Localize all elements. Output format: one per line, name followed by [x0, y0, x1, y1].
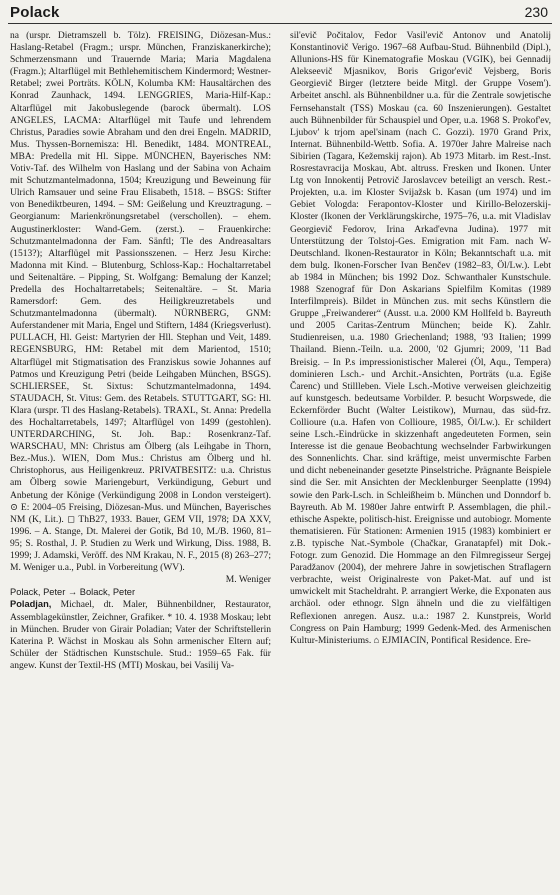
author-signature: M. Weniger [225, 574, 271, 586]
header-rule [8, 23, 552, 24]
left-column [10, 30, 271, 672]
page-header [0, 0, 560, 24]
cross-reference: Polack, Peter → Bolack, Peter [10, 587, 136, 598]
entry-body: Michael, dt. Maler, Bühnenbildner, Restaurator, Assemblagekünstler, Zeichner, Grafiker. * 10. 4. 1938 Moskau; lebt in München. Bruder von Girair Poladian; Vater der Schriftstellerin Katerina P. Wächst in Moskau als Sohn armenischer Eltern auf; Schüler der Städtischen Kunstschule. Stud.: 1959–65 Fak. für angew. Kunst der Textil-HS (MTI) Moskau, bei Vasilij Va- [10, 599, 271, 671]
entry-headword: Poladjan, [10, 599, 52, 610]
page-number: 230 [524, 4, 548, 20]
right-column [290, 30, 551, 647]
entry-poladjan [10, 598, 271, 672]
entry-continuation-text: na (urspr. Dietramszell b. Tölz). FREISING, Diözesan-Mus.: Haslang-Retabel (Fragm.; urspr. München, Franziskanerkirche); Schmerzensmann und Trauernde Maria; Maria Magdalena (Fragm.); Altarflügel mit Bethlehemitischem Kindermord; Westner-Retabel; zwei Porträts. KÖLN, Kolumba KM: Hausaltärchen des Konrad Zaunhack, 1494. LENGGRIES, Maria-Hilf-Kap.: Altarflügel mit Jakobuslegende (barock übermalt). LOS ANGELES, LACMA: Altarflügel mit Taufe und lehrendem Christus, Paradies sowie Abraham und den drei Engeln. MADRID, Mus. Thyssen-Bornemisza: Hl. Benedikt, 1484. MONTREAL, MBA: Predella mit Hl. Sippe. MÜNCHEN, Bayerisches NM: Votiv-Taf. des Wilhelm von Haslang und der Sabina von Achaim mit Schutzmantelmadonna, 1504; Kreuzigung und Beweinung für Ulrich Ramsauer und seine Frau Elisabeth, 1518. – BSGS: Stifter von Benediktbeuren, 1494. – SM: Geißelung und Kreuztragung. – Georgianum: Marienkrönungsretabel (verschollen). – ehem. Augustinerkloster: Wand-Gem. (zerst.). – Frauenkirche: Schutzmantelmadonna der Fam. Sänftl; Tle des Andreasaltars (1513?); Altarflügel mit Passionsszenen. – Herz Jesu Kirche: Madonna mit Kind. – Blutenburg, Schloss-Kap.: Hochaltarretabel und Seitenaltäre. – Pipping, St. Wolfgang: Bemalung der Kanzel; Predella des Hochaltarretabels; Seitenaltäre. – St. Maria Ramersdorf: Gem. des Heiligkreuzretabels und Schutzmantelmadonna (übermalt). NÜRNBERG, GNM: Auferstandener mit Maria, Engel und Stiftern, 1484 (Kriegsverlust). PULLACH, Hl. Geist: Martyrien der Hll. Stephan und Veit, 1489. REGENSBURG, HM: Retabel mit dem Marientod, 1510; Altarflügel mit Stigmatisation des Franziskus sowie Johannes auf Patmos und Kreuzigung Petri (beide Leihgaben München, BSGS). SCHLIERSEE, St. Sixtus: Schutzmantelmadonna, 1494. STAUDACH, St. Vitus: Gem. des Retabels. STUTTGART, SG: Hl. Klara (urspr. Tl des Haslang-Retabels). TRAXL, St. Anna: Predella des Hochaltarretabels, 1497; Altarflügel von 1499 (gestohlen). UNTERDARCHING, St. Joh. Bap.: Rosenkranz-Taf. WARSCHAU, MN: Christus am Ölberg (als Leihgabe in Thorn, Bez.-Mus.). WIEN, Dom Mus.: Christus am Ölberg und hl. Christophorus, aus Heiligenkreuz. PRIVATBESITZ: u.a. Christus am Ölberg sowie Mariengeburt, Verkündigung, Geburt und Anbetung der Könige (Verkündigung 2008 in London versteigert). ⊙ E: 2004–05 Freising, Diözesan-Mus. und München, Bayerisches NM (K, Lit.). ◻ ThB27, 1933. Bauer, GEM VII, 1978; DA XXV, 1996. – A. Stange, Dt. Malerei der Gotik, Bd 10, M./B. 1960, 81–95; S. Rosthal, J. P. Studien zu Werk und Wirkung, Diss. 1988, B. 1999; J. Adamski, Veröff. des NM Krakau, N. F., 2015 (8) 263–277; M. Weniger u.a., Publ. in Vorbereitung (WV). [10, 30, 271, 574]
running-head: Polack [10, 4, 60, 21]
entry-poladjan-continued: sil'evič Počitalov, Fedor Vasil'evič Antonov und Anatolij Konstantinovič Verigo. 1967–68 Aufbau-Stud. Bühnenbild (Dipl.), Allunions-HS für Kinematografie Moskau (VGIK), bei Gennadij Alekseevič Mjasnikov, Boris Grigor'evič Vejsberg, Boris Georgievič Birger (letztere beide Mitgl. der Gruppe Vosem'). Arbeitet anschl. als Bühnenbildner u.a. für die Zentrale sowjetische Fernsehanstalt (TSS) Moskau (ca. 60 Inszenierungen). Gestaltet auch Bühnenbilder für Schauspiel und Oper, u.a. 1968 S. Prokof'ev, Ljubov' k trjom apel'sinam (nach C. Gozzi). 1970 Grand Prix, Internat. Bühnenbild-Wettb. Sofia. A. 1970er Jahre Malreise nach Sibirien (Tagara, Kežemskij rajon). Ab 1973 Mitarb. im Rest.-Inst. Rosrestavracija Moskau, Abt. altruss. Fresken und Ikonen. Unter Ltg von Innokentij Petrovič Jaroslavcev beteiligt an versch. Rest.-Projekten, u.a. im Kloster Svijažsk b. Kasan (um 1974) und im Gebiet Vologda: Ferapontov-Kloster und Kirillo-Belozerskij-Kloster (Ikonen der Verklärungskirche, 1975–76, u.a. mit Vladislav Georgievič Fedorov, Irina Arkad'evna Judina). 1977 mit Unterstützung der Tolstoj-Ges. Emigration mit Fam. nach W-Deutschland. Ikonen-Restaurator in Köln; Bekanntschaft u.a. mit dem bulg. Ikonen-Forscher Ivan Benčev (1982–83, Öl/Lw.). Lebt ab 1984 in München; bis 1992 Doz. Schwanthaler Kunstschule. 1988 Szenograf für Don Askarians Spielfilm Komitas (1989 Interfilmpreis). Bildet in München zus. mit sechs Künstlern die Gruppe „Freiwanderer“ (Ausst. u.a. 2000 KM Hollfeld b. Bayreuth und 2005 Caritas-Zentrum München; beide K). Zahlr. Studienreisen, u.a. 1980 Griechenland; 1988, '93 Italien; 1999 Thailand. Bienn.-Teiln. u.a. 2000, '02 Gjumri; 2009, '11 Bad Breisig. – In P.s impressionistischer Malerei (Öl, Aqu., Tempera) dominieren Lsch.- und Archit.-Ansichten, Porträts (u.a. Egiše Čarenc) und Stillleben. Viele Lsch.-Motive verweisen gleichzeitig auf kunstgesch. bedeutsame Vorbilder. P. besucht Worpswede, die Eckernförder Bucht (Walter Leistikow), Murnau, das süd-frz. Collioure (u.a. Hafen von Collioure, 1985, Öl/Lw.). Er schildert seine Lsch.-Eindrücke in skizzenhaft angedeuteten Formen, sein Interesse ist die genaue Beobachtung wechselnder Farbwirkungen des Sonnenlichts. Char. sind kräftige, meist unvermischte Farben und dicht nebeneinander gesetzte Pinselstriche. Prägnante Beispiele sind die Ser. mit Ansichten der Mecklenburger Seenplatte (1994) sowie den Park-Lsch. in Schleißheim b. München und Donndorf b. Bayreuth. Ab M. 1980er Jahre entwirft P. Assemblagen, die phil.-ethische Aspekte, politisch-hist. Ereignisse und autobiogr. Momente thematisieren. Für Stationen: Armenien 1915 (1983) kombiniert er z.B. typische Nat.-Symbole (Chačkar, Granatapfel) mit Dok.-Fotogr. zum Genozid. Die Hommage an den Filmregisseur Sergej Paradžanov (2004), der mehrere Jahre in sowjetischen Straflagern verbrachte, weist Originalreste von Paket-Mat. auf und ist umwickelt mit Stacheldraht. P. arrangiert Werke, die Exponaten aus archäol. oder ethnogr. Slgn ähneln und die zu vielfältigen Reflexionen anregen. Ausz. u.a.: 1987 2. Kunstpreis, World Congress on Pain Hamburg; 1999 Gedenk-Med. des Armenischen Kultur-Ministeriums. ⌂ EJMIACIN, Pontifical Residence. Ere- [290, 30, 551, 646]
